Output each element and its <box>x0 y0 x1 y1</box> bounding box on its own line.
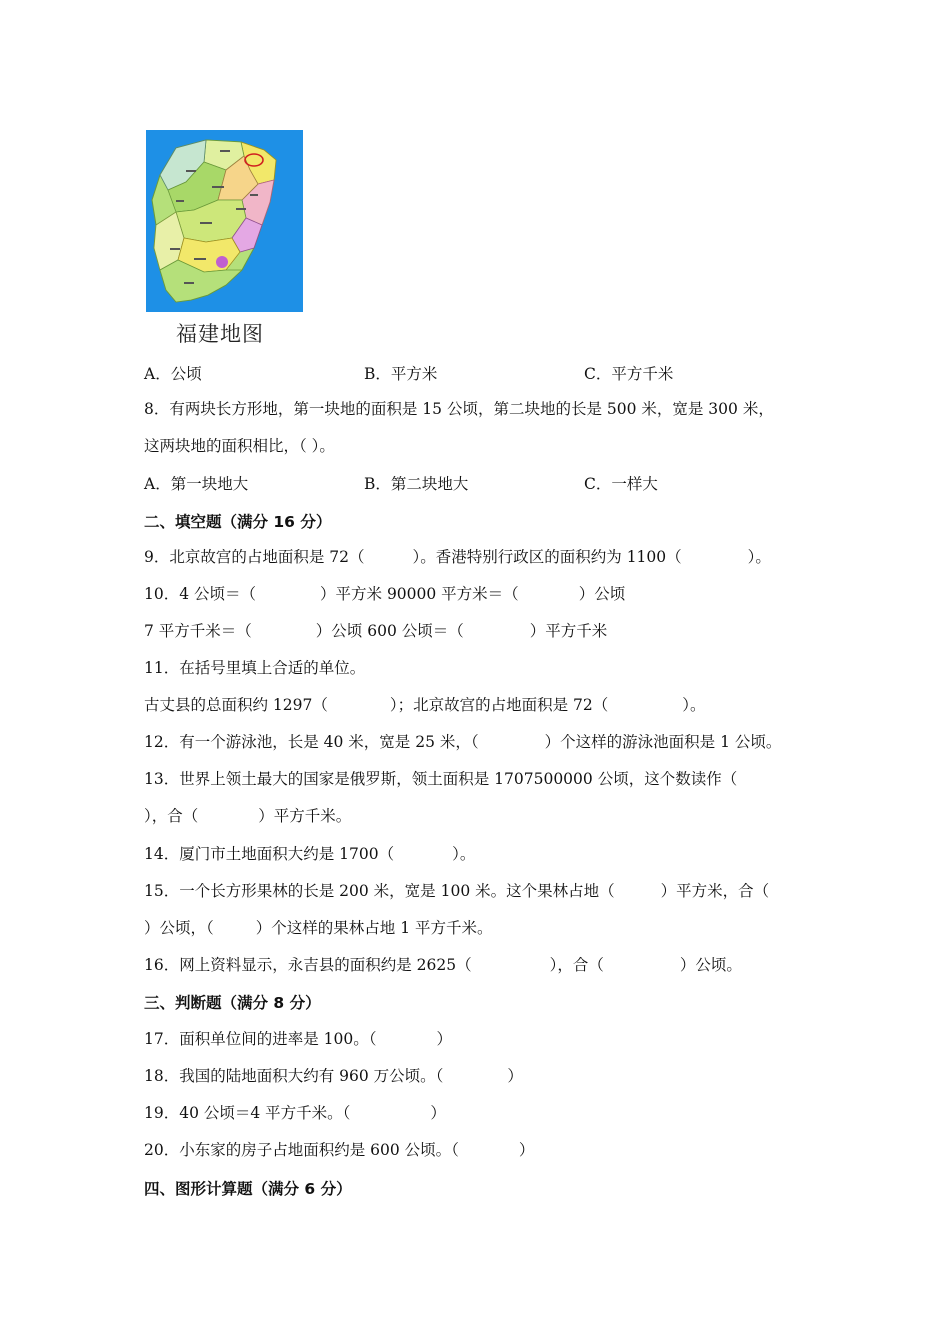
q9 <box>144 546 771 568</box>
q8-option-b: B．第二块地大 <box>364 475 469 493</box>
q14 <box>144 843 475 865</box>
q13-part1: ），合（ <box>144 807 199 825</box>
q20-part1: 20．小东家的房子占地面积约是 600 公顷。（ <box>144 1141 459 1159</box>
q19-part2: ） <box>430 1104 446 1122</box>
q10-line2 <box>144 620 607 642</box>
map-caption: 福建地图 <box>176 322 264 346</box>
q16-part2: ），合（ <box>549 956 604 974</box>
fujian-map-image <box>146 130 303 312</box>
q12-part1: 12．有一个游泳池，长是 40 米，宽是 25 米，（ <box>144 733 479 751</box>
q13-line2 <box>144 805 351 827</box>
q14-part2: ）。 <box>452 845 476 863</box>
q12-part2: ）个这样的游泳池面积是 1 公顷。 <box>544 733 782 751</box>
q20-part2: ） <box>518 1141 535 1159</box>
q7-option-c: C．平方千米 <box>584 365 674 383</box>
section-2-title: 二、填空题（满分 16 分） <box>144 513 332 531</box>
q14-part1: 14．厦门市土地面积大约是 1700（ <box>144 845 395 863</box>
q7-option-b: B．平方米 <box>364 365 438 383</box>
q10-a1: 10．4 公顷＝（ <box>144 585 257 603</box>
q10-b1: 7 平方千米＝（ <box>144 622 252 640</box>
q13-part2: ）平方千米。 <box>258 807 352 825</box>
q15-line2 <box>144 917 492 939</box>
q7-option-a: A．公顷 <box>144 365 202 383</box>
q15-part2: ）平方米，合（ <box>660 882 770 900</box>
q11-part3: ）。 <box>682 696 706 714</box>
q8-text-line2: 这两块地的面积相比，（ ）。 <box>144 437 335 455</box>
q10-b2: ）公顷 600 公顷＝（ <box>315 622 464 640</box>
q10-a3: ）公顷 <box>578 585 626 603</box>
q11-line1: 11．在括号里填上合适的单位。 <box>144 659 366 677</box>
q10-a2: ）平方米 90000 平方米＝（ <box>320 585 519 603</box>
section-3-title: 三、判断题（满分 8 分） <box>144 994 321 1012</box>
q11-line2 <box>144 694 706 716</box>
q10-b3: ）平方千米 <box>529 622 608 640</box>
q19-part1: 19．40 公顷＝4 平方千米。（ <box>144 1104 351 1122</box>
q16-part1: 16．网上资料显示，永吉县的面积约是 2625（ <box>144 956 472 974</box>
q15-line1 <box>144 880 769 902</box>
q17 <box>144 1028 452 1050</box>
q8-option-a: A．第一块地大 <box>144 475 249 493</box>
q13-line1: 13．世界上领土最大的国家是俄罗斯，领土面积是 1707500000 公顷，这个数读作（ <box>144 770 738 788</box>
q20 <box>144 1139 534 1161</box>
q18-part2: ） <box>507 1067 523 1085</box>
q11-part2: ）；北京故宫的占地面积是 72（ <box>389 696 609 714</box>
q16 <box>144 954 742 976</box>
q9-part3: ）。 <box>747 548 771 566</box>
q9-part1: 9．北京故宫的占地面积是 72（ <box>144 548 365 566</box>
q15-part4: ）个这样的果林占地 1 平方千米。 <box>255 919 493 937</box>
fujian-map-graphic <box>146 130 303 312</box>
q18 <box>144 1065 523 1087</box>
q15-part1: 15．一个长方形果林的长是 200 米，宽是 100 米。这个果林占地（ <box>144 882 615 900</box>
section-4-title: 四、图形计算题（满分 6 分） <box>144 1180 352 1198</box>
q10-line1 <box>144 583 625 605</box>
fujian-map-figure <box>146 130 306 348</box>
q17-part1: 17．面积单位间的进率是 100。（ <box>144 1030 377 1048</box>
q9-part2: ）。香港特别行政区的面积约为 1100（ <box>412 548 682 566</box>
q17-part2: ） <box>436 1030 453 1048</box>
q8-option-c: C．一样大 <box>584 475 658 493</box>
q11-part1: 古丈县的总面积约 1297（ <box>144 696 328 714</box>
q15-part3: ）公顷，（ <box>144 919 214 937</box>
q12 <box>144 731 781 753</box>
q19 <box>144 1102 446 1124</box>
q18-part1: 18．我国的陆地面积大约有 960 万公顷。（ <box>144 1067 444 1085</box>
q16-part3: ）公顷。 <box>679 956 742 974</box>
q8-text-line1: 8．有两块长方形地，第一块地的面积是 15 公顷，第二块地的长是 500 米，宽是 300 米， <box>144 400 774 418</box>
